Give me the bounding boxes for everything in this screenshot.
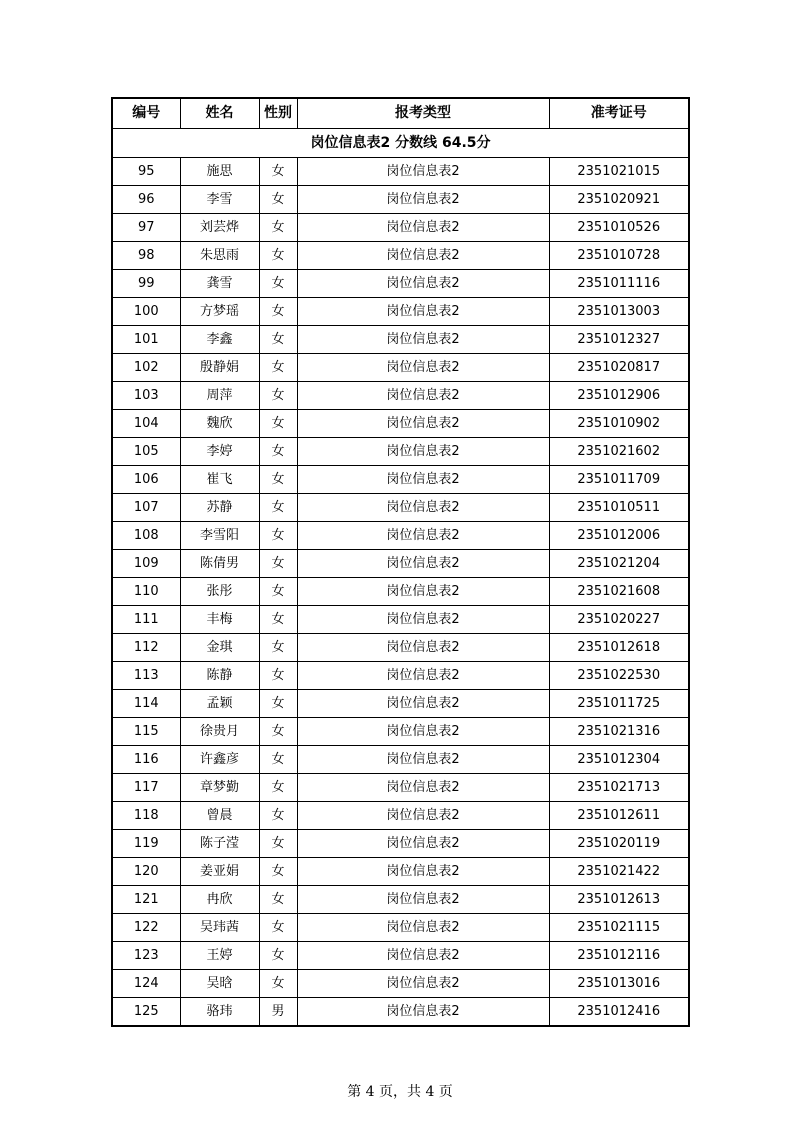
- row-exam-type: 岗位信息表2: [297, 438, 549, 466]
- row-exam-type: 岗位信息表2: [297, 634, 549, 662]
- table-row: [112, 494, 689, 522]
- table-row: [112, 438, 689, 466]
- table-row: [112, 998, 689, 1027]
- row-exam-type: 岗位信息表2: [297, 382, 549, 410]
- row-name: 朱思雨: [180, 242, 259, 270]
- table-row: [112, 690, 689, 718]
- row-ticket-number: 2351021422: [549, 858, 689, 886]
- row-gender: 女: [259, 186, 297, 214]
- row-ticket-number: 2351021608: [549, 578, 689, 606]
- row-gender: 女: [259, 718, 297, 746]
- row-ticket-number: 2351011725: [549, 690, 689, 718]
- row-ticket-number: 2351012613: [549, 886, 689, 914]
- table-row: [112, 746, 689, 774]
- row-gender: 女: [259, 606, 297, 634]
- row-number: 110: [112, 578, 180, 606]
- row-gender: 女: [259, 662, 297, 690]
- table-row: [112, 774, 689, 802]
- table-row: [112, 802, 689, 830]
- table-row: [112, 242, 689, 270]
- row-exam-type: 岗位信息表2: [297, 298, 549, 326]
- row-number: 122: [112, 914, 180, 942]
- row-ticket-number: 2351010902: [549, 410, 689, 438]
- table-row: [112, 382, 689, 410]
- row-ticket-number: 2351021015: [549, 158, 689, 186]
- table-row: [112, 214, 689, 242]
- row-gender: 女: [259, 858, 297, 886]
- row-number: 117: [112, 774, 180, 802]
- row-gender: 女: [259, 326, 297, 354]
- row-name: 吴玮茜: [180, 914, 259, 942]
- row-gender: 女: [259, 802, 297, 830]
- row-exam-type: 岗位信息表2: [297, 550, 549, 578]
- row-name: 李鑫: [180, 326, 259, 354]
- row-exam-type: 岗位信息表2: [297, 354, 549, 382]
- row-ticket-number: 2351012116: [549, 942, 689, 970]
- row-gender: 女: [259, 270, 297, 298]
- row-ticket-number: 2351012006: [549, 522, 689, 550]
- row-number: 125: [112, 998, 180, 1027]
- row-gender: 女: [259, 494, 297, 522]
- table-row: [112, 970, 689, 998]
- row-exam-type: 岗位信息表2: [297, 802, 549, 830]
- row-number: 98: [112, 242, 180, 270]
- row-exam-type: 岗位信息表2: [297, 690, 549, 718]
- row-number: 114: [112, 690, 180, 718]
- row-exam-type: 岗位信息表2: [297, 466, 549, 494]
- row-ticket-number: 2351011709: [549, 466, 689, 494]
- table-row: [112, 662, 689, 690]
- row-number: 111: [112, 606, 180, 634]
- row-name: 李婷: [180, 438, 259, 466]
- table-row: [112, 858, 689, 886]
- row-name: 章梦勤: [180, 774, 259, 802]
- table-row: [112, 886, 689, 914]
- row-ticket-number: 2351021115: [549, 914, 689, 942]
- row-number: 104: [112, 410, 180, 438]
- row-name: 吴晗: [180, 970, 259, 998]
- header-ticket-number: 准考证号: [549, 98, 689, 129]
- row-ticket-number: 2351020817: [549, 354, 689, 382]
- row-exam-type: 岗位信息表2: [297, 242, 549, 270]
- row-gender: 女: [259, 830, 297, 858]
- row-name: 陈静: [180, 662, 259, 690]
- row-ticket-number: 2351010526: [549, 214, 689, 242]
- row-ticket-number: 2351012304: [549, 746, 689, 774]
- row-name: 徐贵月: [180, 718, 259, 746]
- row-gender: 男: [259, 998, 297, 1027]
- row-exam-type: 岗位信息表2: [297, 410, 549, 438]
- row-ticket-number: 2351020227: [549, 606, 689, 634]
- row-gender: 女: [259, 410, 297, 438]
- row-number: 112: [112, 634, 180, 662]
- row-number: 100: [112, 298, 180, 326]
- row-number: 123: [112, 942, 180, 970]
- row-exam-type: 岗位信息表2: [297, 606, 549, 634]
- table-row: [112, 522, 689, 550]
- row-number: 109: [112, 550, 180, 578]
- row-exam-type: 岗位信息表2: [297, 522, 549, 550]
- row-gender: 女: [259, 214, 297, 242]
- row-gender: 女: [259, 634, 297, 662]
- row-gender: 女: [259, 970, 297, 998]
- row-ticket-number: 2351021602: [549, 438, 689, 466]
- row-name: 王婷: [180, 942, 259, 970]
- row-gender: 女: [259, 298, 297, 326]
- row-exam-type: 岗位信息表2: [297, 914, 549, 942]
- row-exam-type: 岗位信息表2: [297, 662, 549, 690]
- row-name: 金琪: [180, 634, 259, 662]
- row-name: 姜亚娟: [180, 858, 259, 886]
- row-name: 苏静: [180, 494, 259, 522]
- row-ticket-number: 2351010728: [549, 242, 689, 270]
- row-ticket-number: 2351012906: [549, 382, 689, 410]
- roster-body: [112, 129, 689, 1027]
- row-number: 95: [112, 158, 180, 186]
- row-exam-type: 岗位信息表2: [297, 270, 549, 298]
- row-name: 崔飞: [180, 466, 259, 494]
- roster-table: [111, 97, 690, 1027]
- row-exam-type: 岗位信息表2: [297, 886, 549, 914]
- row-name: 周萍: [180, 382, 259, 410]
- row-number: 113: [112, 662, 180, 690]
- table-row: [112, 186, 689, 214]
- header-row: [112, 98, 689, 129]
- row-name: 冉欣: [180, 886, 259, 914]
- row-name: 许鑫彦: [180, 746, 259, 774]
- row-number: 97: [112, 214, 180, 242]
- row-gender: 女: [259, 466, 297, 494]
- row-exam-type: 岗位信息表2: [297, 214, 549, 242]
- table-row: [112, 298, 689, 326]
- row-ticket-number: 2351022530: [549, 662, 689, 690]
- section-row: [112, 129, 689, 158]
- table-row: [112, 270, 689, 298]
- table-row: [112, 158, 689, 186]
- row-name: 丰梅: [180, 606, 259, 634]
- row-exam-type: 岗位信息表2: [297, 494, 549, 522]
- table-row: [112, 914, 689, 942]
- row-name: 刘芸烨: [180, 214, 259, 242]
- row-ticket-number: 2351020921: [549, 186, 689, 214]
- page-footer: 第 4 页，共 4 页: [347, 1084, 453, 1100]
- row-gender: 女: [259, 774, 297, 802]
- row-gender: 女: [259, 690, 297, 718]
- table-row: [112, 634, 689, 662]
- row-number: 119: [112, 830, 180, 858]
- row-name: 龚雪: [180, 270, 259, 298]
- row-ticket-number: 2351021204: [549, 550, 689, 578]
- row-gender: 女: [259, 522, 297, 550]
- row-ticket-number: 2351010511: [549, 494, 689, 522]
- row-ticket-number: 2351012327: [549, 326, 689, 354]
- row-ticket-number: 2351012618: [549, 634, 689, 662]
- row-number: 116: [112, 746, 180, 774]
- row-number: 108: [112, 522, 180, 550]
- row-exam-type: 岗位信息表2: [297, 970, 549, 998]
- row-number: 107: [112, 494, 180, 522]
- row-ticket-number: 2351013016: [549, 970, 689, 998]
- row-ticket-number: 2351020119: [549, 830, 689, 858]
- row-gender: 女: [259, 354, 297, 382]
- row-exam-type: 岗位信息表2: [297, 942, 549, 970]
- row-gender: 女: [259, 942, 297, 970]
- row-name: 李雪: [180, 186, 259, 214]
- row-ticket-number: 2351013003: [549, 298, 689, 326]
- row-exam-type: 岗位信息表2: [297, 186, 549, 214]
- row-name: 李雪阳: [180, 522, 259, 550]
- row-number: 124: [112, 970, 180, 998]
- row-gender: 女: [259, 550, 297, 578]
- row-ticket-number: 2351021713: [549, 774, 689, 802]
- row-gender: 女: [259, 578, 297, 606]
- row-name: 张彤: [180, 578, 259, 606]
- row-name: 骆玮: [180, 998, 259, 1027]
- row-gender: 女: [259, 914, 297, 942]
- table-row: [112, 942, 689, 970]
- table-row: [112, 578, 689, 606]
- row-gender: 女: [259, 746, 297, 774]
- header-exam-type: 报考类型: [297, 98, 549, 129]
- row-number: 121: [112, 886, 180, 914]
- row-exam-type: 岗位信息表2: [297, 830, 549, 858]
- row-number: 103: [112, 382, 180, 410]
- row-number: 106: [112, 466, 180, 494]
- row-ticket-number: 2351021316: [549, 718, 689, 746]
- table-row: [112, 466, 689, 494]
- row-name: 陈倩男: [180, 550, 259, 578]
- row-exam-type: 岗位信息表2: [297, 774, 549, 802]
- header-number: 编号: [112, 98, 180, 129]
- row-number: 120: [112, 858, 180, 886]
- row-number: 96: [112, 186, 180, 214]
- row-exam-type: 岗位信息表2: [297, 858, 549, 886]
- row-exam-type: 岗位信息表2: [297, 578, 549, 606]
- row-name: 魏欣: [180, 410, 259, 438]
- row-number: 99: [112, 270, 180, 298]
- row-gender: 女: [259, 438, 297, 466]
- row-exam-type: 岗位信息表2: [297, 998, 549, 1027]
- table-row: [112, 830, 689, 858]
- row-gender: 女: [259, 158, 297, 186]
- section-title: 岗位信息表2 分数线 64.5分: [112, 129, 689, 158]
- row-name: 殷静娟: [180, 354, 259, 382]
- row-gender: 女: [259, 242, 297, 270]
- row-number: 105: [112, 438, 180, 466]
- row-gender: 女: [259, 382, 297, 410]
- table-row: [112, 326, 689, 354]
- table-row: [112, 718, 689, 746]
- row-number: 118: [112, 802, 180, 830]
- row-ticket-number: 2351012416: [549, 998, 689, 1027]
- table-row: [112, 550, 689, 578]
- row-name: 陈子滢: [180, 830, 259, 858]
- row-ticket-number: 2351011116: [549, 270, 689, 298]
- row-exam-type: 岗位信息表2: [297, 746, 549, 774]
- row-exam-type: 岗位信息表2: [297, 158, 549, 186]
- row-exam-type: 岗位信息表2: [297, 326, 549, 354]
- header-gender: 性别: [259, 98, 297, 129]
- row-exam-type: 岗位信息表2: [297, 718, 549, 746]
- row-name: 曾晨: [180, 802, 259, 830]
- row-number: 115: [112, 718, 180, 746]
- row-name: 施思: [180, 158, 259, 186]
- row-name: 方梦瑶: [180, 298, 259, 326]
- row-number: 101: [112, 326, 180, 354]
- table-row: [112, 606, 689, 634]
- row-name: 孟颖: [180, 690, 259, 718]
- row-gender: 女: [259, 886, 297, 914]
- header-name: 姓名: [180, 98, 259, 129]
- row-number: 102: [112, 354, 180, 382]
- table-row: [112, 410, 689, 438]
- row-ticket-number: 2351012611: [549, 802, 689, 830]
- table-row: [112, 354, 689, 382]
